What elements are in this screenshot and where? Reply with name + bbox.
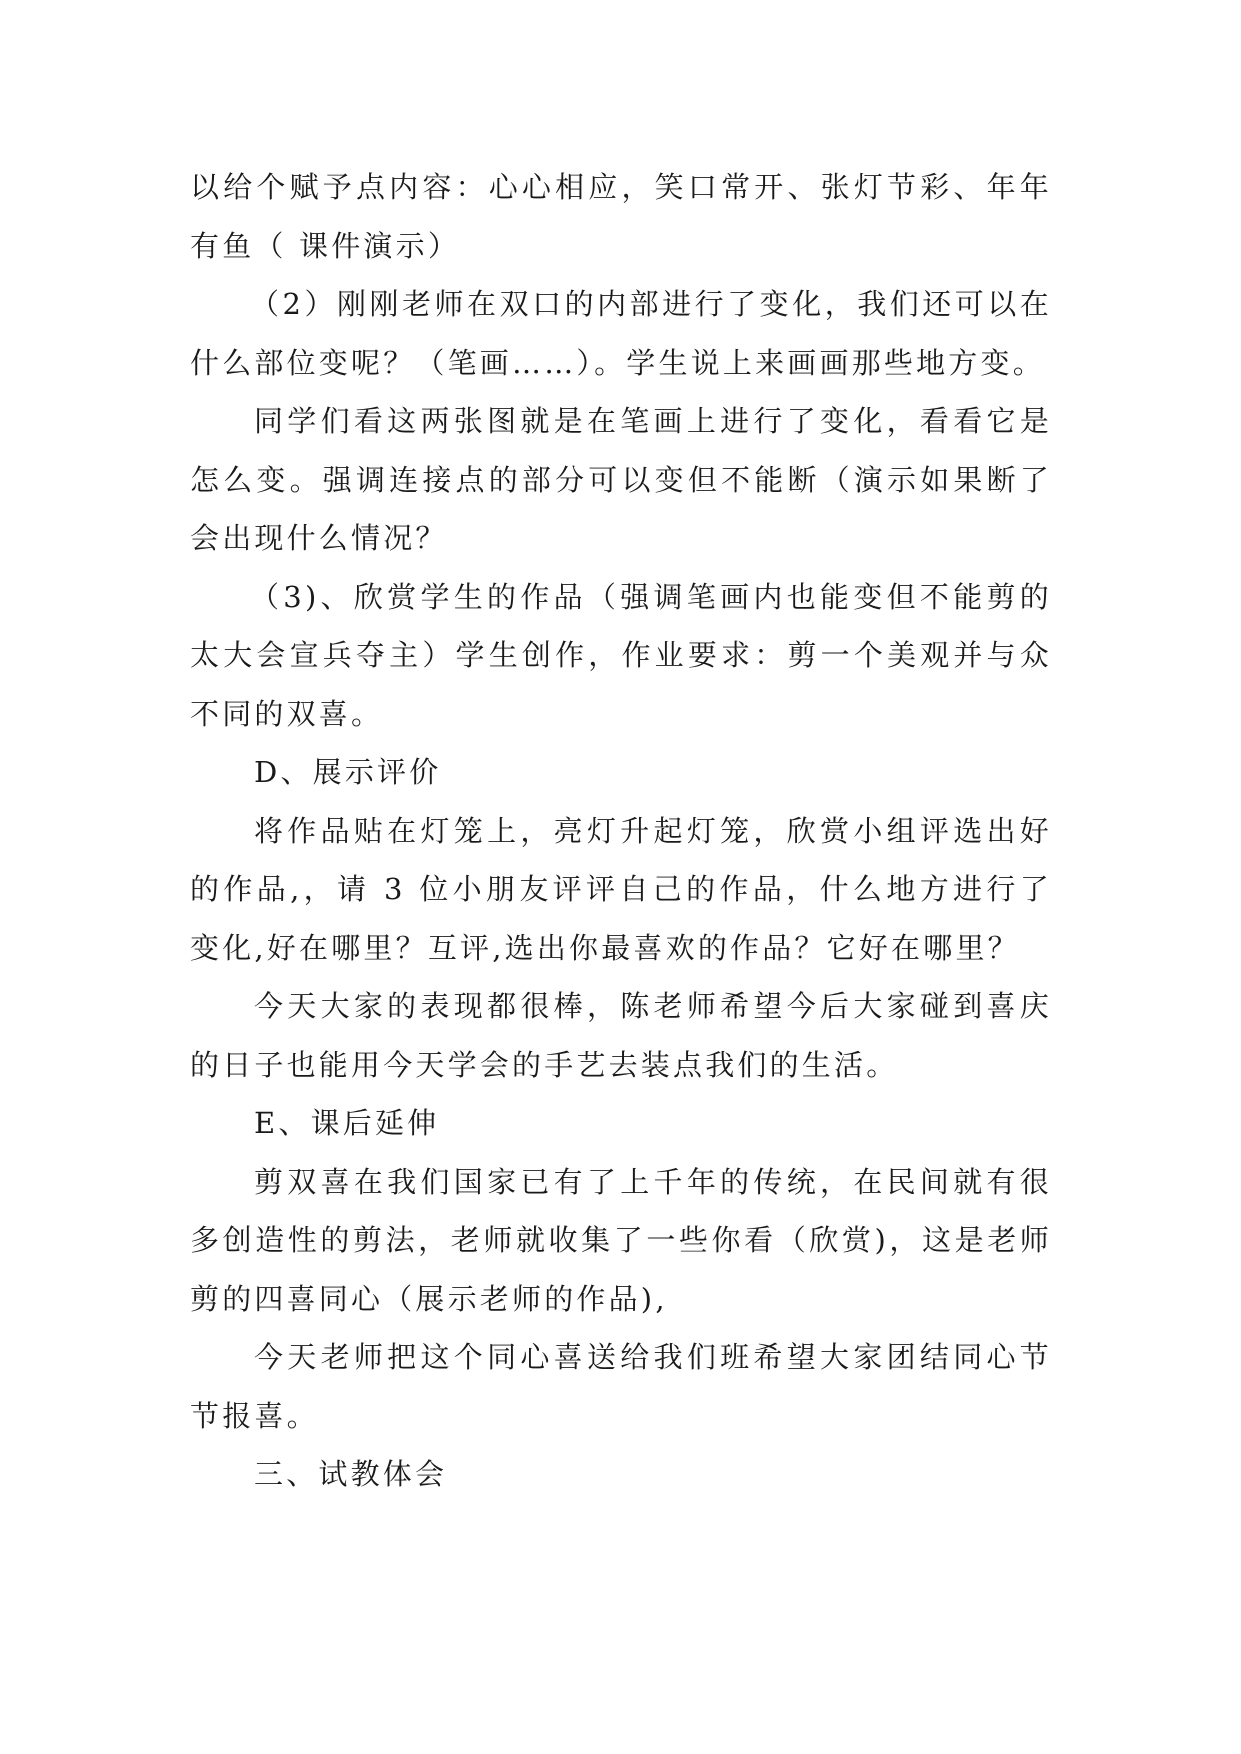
section-heading-e: E、课后延伸	[254, 1106, 440, 1140]
section-heading-d: D、展示评价	[254, 755, 442, 789]
paragraph-stroke-variation: 同学们看这两张图就是在笔画上进行了变化，看看它是怎么变。强调连接点的部分可以变但不能断（演示如果断了会出现什么情况？	[190, 404, 1052, 555]
paragraph-step-3: （3)、欣赏学生的作品（强调笔画内也能变但不能剪的太大会宣兵夺主）学生创作，作业要求：剪一个美观并与众不同的双喜。	[190, 579, 1052, 731]
section-heading-three: 三、试教体会	[254, 1457, 448, 1491]
paragraph-extension: 剪双喜在我们国家已有了上千年的传统，在民间就有很多创造性的剪法，老师就收集了一些你看（欣赏)，这是老师剪的四喜同心（展示老师的作品),	[190, 1164, 1052, 1316]
paragraph-step-2: （2）刚刚老师在双口的内部进行了变化，我们还可以在什么部位变呢？（笔画……）。学生说上来画画那些地方变。	[190, 287, 1052, 380]
paragraph-display-evaluation: 将作品贴在灯笼上，亮灯升起灯笼，欣赏小组评选出好的作品,，请 3 位小朋友评评自己的作品，什么地方进行了变化,好在哪里？互评,选出你最喜欢的作品？它好在哪里？	[190, 813, 1052, 965]
paragraph-closing-remarks: 今天大家的表现都很棒，陈老师希望今后大家碰到喜庆的日子也能用今天学会的手艺去装点我们的生活。	[190, 989, 1052, 1082]
document-page	[190, 158, 1052, 1504]
paragraph-gift: 今天老师把这个同心喜送给我们班希望大家团结同心节节报喜。	[190, 1340, 1052, 1433]
paragraph-tags-description: 以给个赋予点内容：心心相应，笑口常开、张灯节彩、年年有鱼（ 课件演示）	[190, 170, 1052, 263]
